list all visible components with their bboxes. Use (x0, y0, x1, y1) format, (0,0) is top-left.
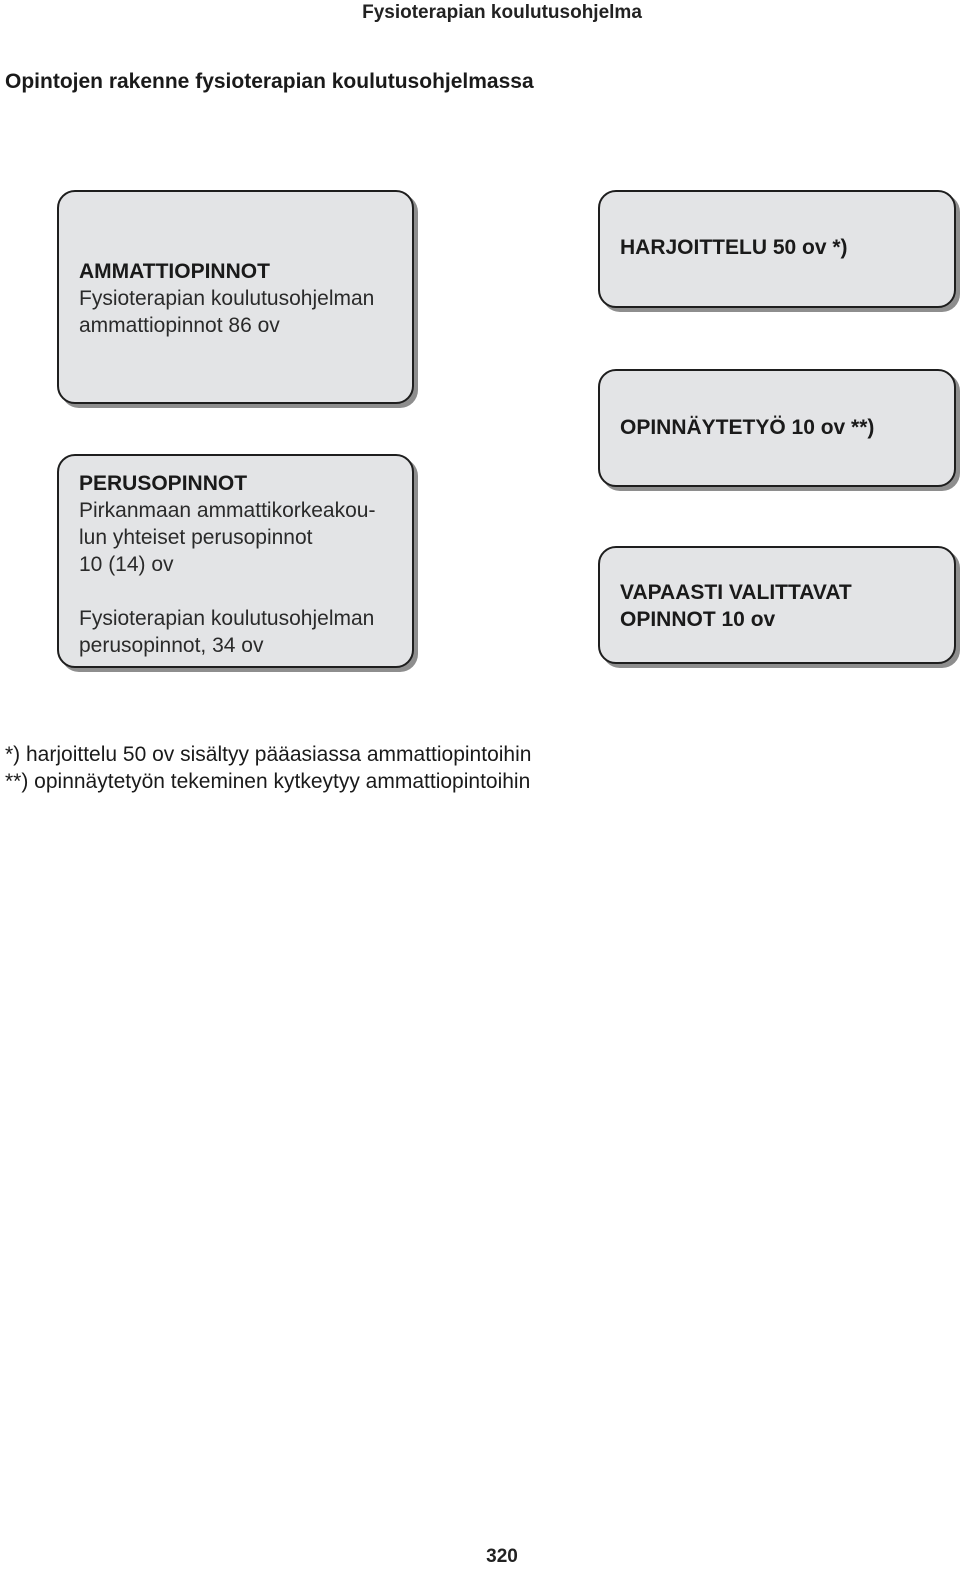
page-heading: Opintojen rakenne fysioterapian koulutusohjelmassa (5, 70, 534, 93)
box-title: PERUSOPINNOT (79, 472, 248, 495)
box-spacer (79, 578, 392, 605)
box-line: lun yhteiset perusopinnot (79, 526, 313, 549)
box-harjoittelu (598, 190, 956, 308)
footnote: *) harjoittelu 50 ov sisältyy pääasiassa ammattiopintoihin (5, 743, 532, 766)
box-title: HARJOITTELU 50 ov *) (620, 236, 848, 259)
box-opinnaytetyo (598, 369, 956, 487)
running-head: Fysioterapian koulutusohjelma (362, 2, 642, 23)
box-line: Fysioterapian koulutusohjelman (79, 607, 375, 630)
box-vapaasti-valittavat (598, 546, 956, 664)
box-line: perusopinnot, 34 ov (79, 634, 264, 657)
footnote: **) opinnäytetyön tekeminen kytkeytyy ammattiopintoihin (5, 770, 531, 793)
box-line: ammattiopinnot 86 ov (79, 314, 280, 337)
box-perusopinnot (57, 454, 414, 668)
page-number: 320 (486, 1546, 518, 1567)
box-title: AMMATTIOPINNOT (79, 260, 270, 283)
box-line: Pirkanmaan ammattikorkeakou- (79, 499, 376, 522)
footnotes (5, 741, 531, 795)
box-title: OPINNÄYTETYÖ 10 ov **) (620, 416, 875, 439)
box-line: Fysioterapian koulutusohjelman (79, 287, 375, 310)
box-line: 10 (14) ov (79, 553, 174, 576)
box-title: OPINNOT 10 ov (620, 608, 776, 631)
box-title: VAPAASTI VALITTAVAT (620, 581, 852, 604)
box-ammattiopinnot (57, 190, 414, 404)
